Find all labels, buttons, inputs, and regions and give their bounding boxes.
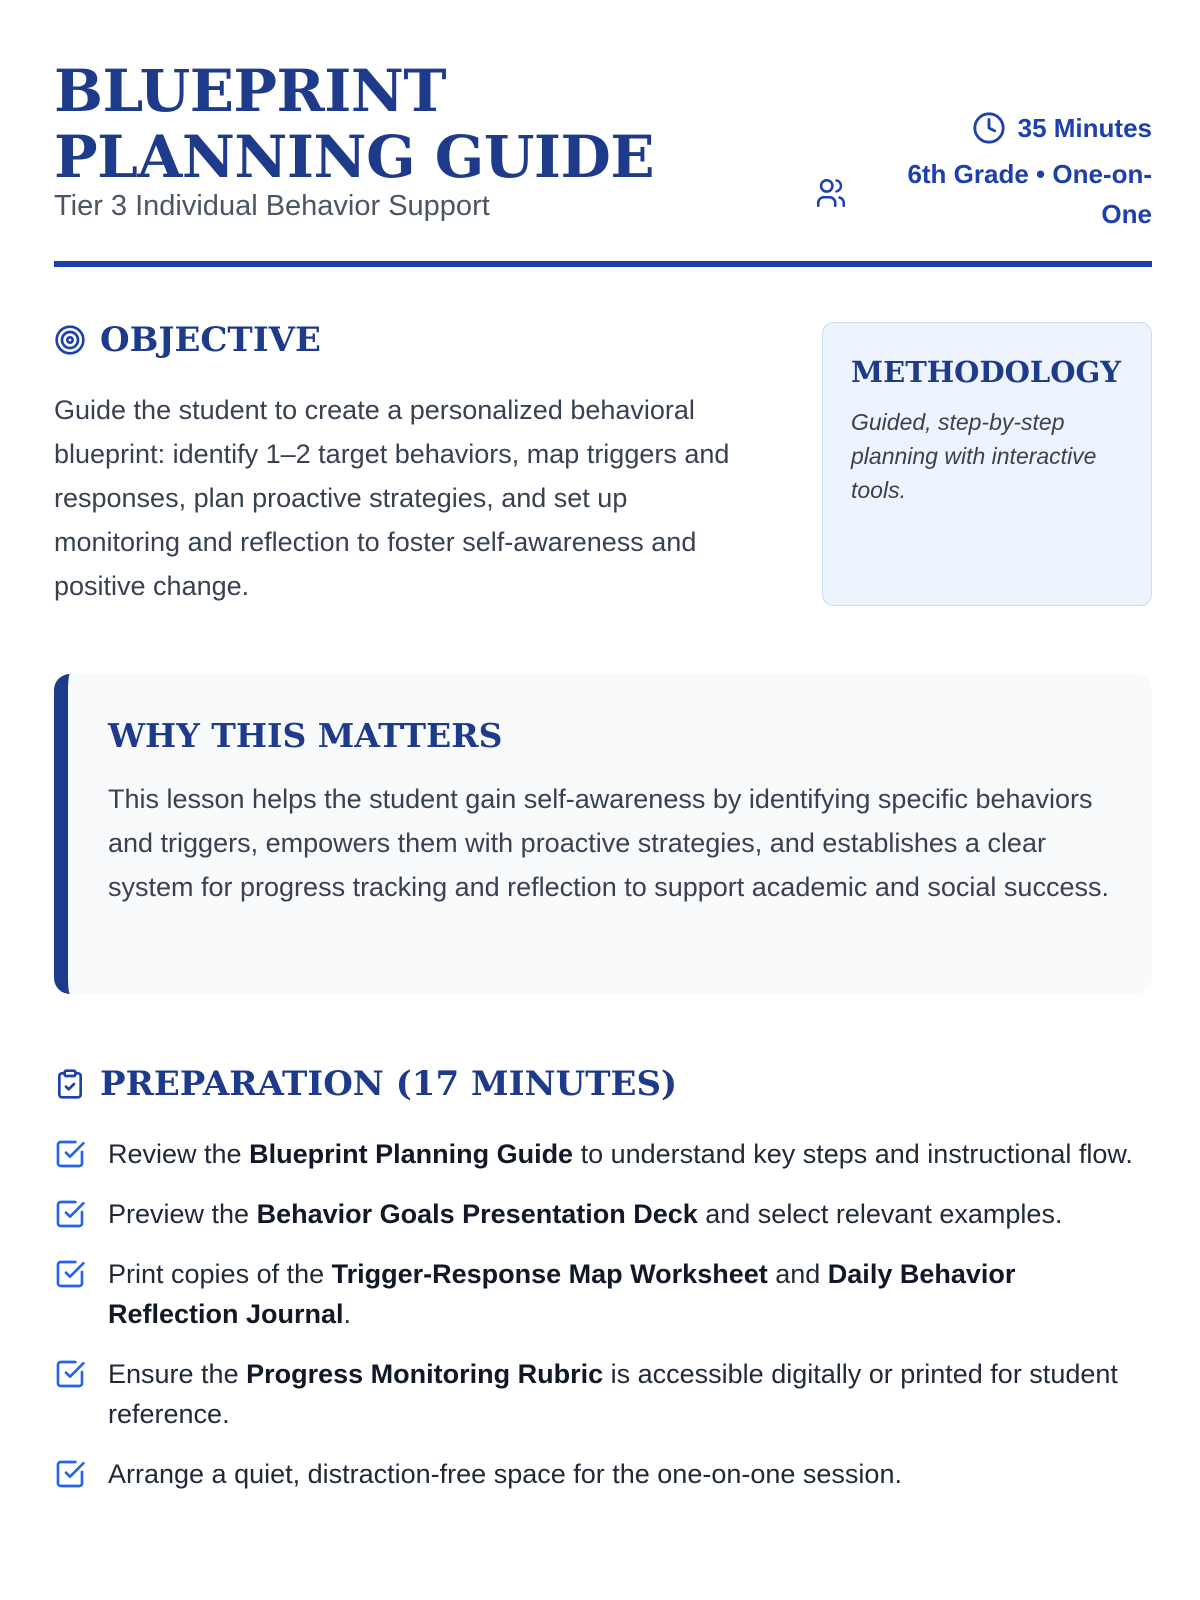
- header-divider: [54, 261, 1152, 267]
- page-subtitle: Tier 3 Individual Behavior Support: [54, 190, 490, 222]
- text-segment: Print copies of the: [108, 1259, 332, 1289]
- checkbox-checked-icon: [54, 1258, 86, 1290]
- objective-text: Guide the student to create a personalized behavioral blueprint: identify 1–2 target behaviors, map triggers and responses, plan proactive strategies, and set up monitoring and reflection to foster self-awareness and positive change.: [54, 395, 730, 601]
- checkbox-checked-icon: [54, 1358, 86, 1390]
- text-segment: is accessible digitally or printed for student reference.: [108, 1359, 1118, 1429]
- text-segment: Ensure the: [108, 1359, 247, 1389]
- resource-name: Progress Monitoring Rubric: [246, 1359, 604, 1389]
- preparation-heading: [54, 1064, 1152, 1104]
- methodology-card: [822, 322, 1152, 606]
- resource-name: Blueprint Planning Guide: [249, 1139, 574, 1169]
- text-segment: to understand key steps and instructional flow.: [573, 1139, 1133, 1169]
- why-text: This lesson helps the student gain self-awareness by identifying specific behaviors and triggers, empowers them with proactive strategies, and establishes a clear system for progress tracking and reflection to support academic and social success.: [108, 784, 1109, 902]
- page-title: BLUEPRINT PLANNING GUIDE: [54, 57, 655, 191]
- list-item-text: [108, 1134, 1148, 1174]
- methodology-text: Guided, step-by-step planning with interactive tools.: [851, 409, 1097, 503]
- list-item-text: [108, 1354, 1148, 1434]
- target-icon: [54, 324, 86, 356]
- text-segment: Review the: [108, 1139, 250, 1169]
- text-segment: Preview the: [108, 1199, 257, 1229]
- text-segment: .: [343, 1299, 352, 1329]
- objective-heading: [54, 320, 754, 360]
- page-header: [54, 58, 1152, 268]
- resource-name: Trigger-Response Map Worksheet: [331, 1259, 768, 1289]
- duration-row: [792, 108, 1152, 148]
- checkbox-checked-icon: [54, 1198, 86, 1230]
- checkbox-checked-icon: [54, 1458, 86, 1490]
- list-item-text: [108, 1254, 1148, 1334]
- list-item-text: [108, 1454, 1148, 1494]
- lesson-meta: [792, 108, 1152, 234]
- lesson-page: [54, 0, 1152, 1600]
- resource-name: Daily Behavior Reflection Journal: [108, 1259, 1016, 1329]
- list-item: [54, 1454, 1152, 1494]
- why-title: WHY THIS MATTERS: [108, 716, 503, 755]
- text-segment: and select relevant examples.: [697, 1199, 1063, 1229]
- objective-section: [54, 320, 754, 608]
- resource-name: Behavior Goals Presentation Deck: [256, 1199, 698, 1229]
- why-section: [54, 674, 1152, 994]
- text-segment: and: [767, 1259, 828, 1289]
- list-item: [54, 1194, 1152, 1234]
- preparation-section: [54, 1064, 1152, 1514]
- preparation-title: PREPARATION (17 MINUTES): [100, 1064, 678, 1104]
- clipboard-check-icon: [54, 1068, 86, 1100]
- list-item: [54, 1354, 1152, 1434]
- methodology-title: METHODOLOGY: [851, 355, 1121, 389]
- list-item: [54, 1134, 1152, 1174]
- checkbox-checked-icon: [54, 1138, 86, 1170]
- list-item: [54, 1254, 1152, 1334]
- grade-text: 6th Grade • One-on-One: [907, 159, 1152, 229]
- clock-icon: [972, 111, 1006, 145]
- list-item-text: [108, 1194, 1148, 1234]
- duration-text: 35 Minutes: [1017, 113, 1152, 143]
- grade-row: [792, 154, 1152, 234]
- text-segment: Arrange a quiet, distraction-free space for the one-on-one session.: [108, 1459, 902, 1489]
- users-icon: [814, 176, 848, 210]
- preparation-list: [54, 1134, 1152, 1494]
- objective-title: OBJECTIVE: [100, 320, 321, 360]
